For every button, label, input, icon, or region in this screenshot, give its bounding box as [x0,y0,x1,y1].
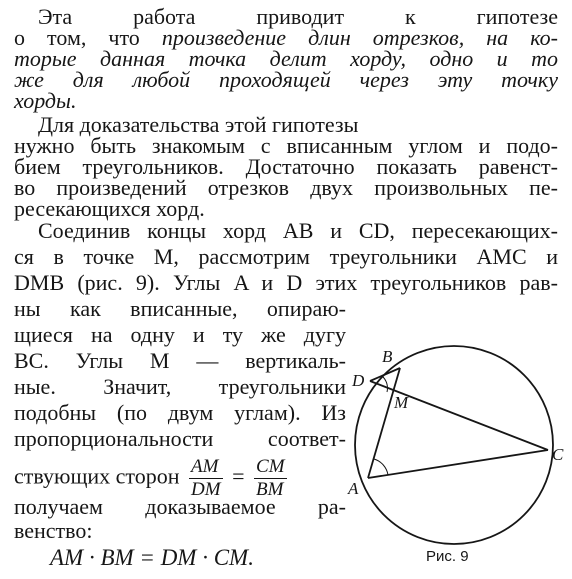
figure-caption: Рис. 9 [426,548,469,565]
p2-line-3: бием треугольников. Достаточно показать равенст- [14,154,558,179]
fraction-cm-bm-numerator: CM [256,456,285,477]
equals-sign: = [232,463,245,489]
p3-line-3: DMB (рис. 9). Углы A и D этих треугольников рав- [14,270,558,295]
label-c: C [552,445,564,464]
circle [355,346,553,544]
fraction-am-dm-numerator: AM [189,456,223,479]
fraction-cm-bm-denominator: BM [256,479,284,500]
p2-line-1: Для доказательства этой гипотезы [38,112,359,137]
chord-ab [368,368,400,478]
p3-line-10-text: ствующих сторон [14,463,180,489]
p2-line-4: во произведений отрезков двух произвольных пе- [14,175,558,200]
p1-line-4: же для любой проходящей через эту точку [14,67,558,92]
p3-line-6: BC. Углы M — вертикаль- [14,348,346,373]
label-m: M [394,393,409,412]
figure-9-diagram [340,326,572,552]
p2-line-2: нужно быть знакомым с вписанным углом и подо- [14,133,558,158]
angle-arc-d [382,376,387,392]
p1-line-2-lead: о том, что [14,25,162,50]
label-b: B [382,347,393,366]
formula: AM · BM = DM · CM. [50,545,254,570]
p3-line-1: Соединив концы хорд AB и CD, пересекающих- [38,218,558,243]
p3-line-12: венство: [14,518,93,543]
p1-line-3: торые данная точка делит хорду, одно и то [14,46,558,71]
p3-line-2: ся в точке M, рассмотрим треугольники AMC и [14,244,558,269]
fraction-am-dm-denominator: DM [191,479,221,500]
p2-line-5: ресекающихся хорд. [14,196,205,221]
label-a: A [348,479,359,498]
label-d: D [352,371,365,390]
p3-line-8: подобны (по двум углам). Из [14,400,346,425]
p3-line-5: щиеся на одну и ту же дугу [14,322,346,347]
segment-ac [368,450,548,478]
p1-line-5: хорды. [14,88,77,113]
p3-line-7: ные. Значит, треугольники [14,374,346,399]
angle-arc-a [374,459,388,475]
p1-line-2-italic: произведение длин отрезков, на ко- [161,25,559,50]
chord-dc [370,381,548,450]
p3-line-4: ны как вписанные, опираю- [14,296,346,321]
p1-line-1: Эта работа приводит к гипотезе [38,4,558,29]
p3-line-11: получаем доказываемое ра- [14,494,346,519]
p3-line-9: пропорциональности соответ- [14,426,346,451]
